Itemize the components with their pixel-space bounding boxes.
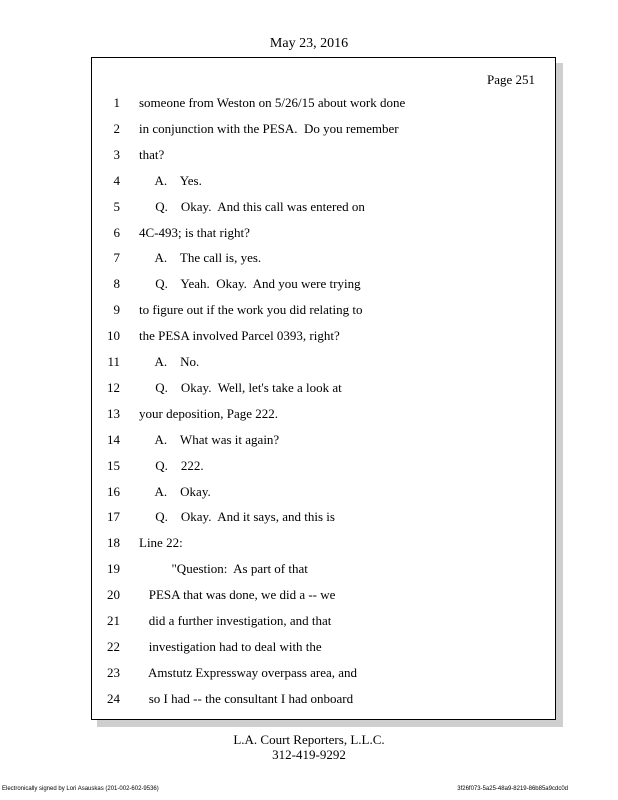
line-text: Q. Okay. Well, let's take a look at <box>139 379 342 395</box>
line-text: the PESA involved Parcel 0393, right? <box>139 328 340 344</box>
line-text: your deposition, Page 222. <box>139 405 279 421</box>
line-text: 4C-493; is that right? <box>139 224 250 240</box>
line-text: A. What was it again? <box>139 431 280 447</box>
transcript-page <box>91 57 556 720</box>
transcript-line <box>92 508 557 526</box>
line-number: 9 <box>113 302 120 318</box>
line-text: so I had -- the consultant I had onboard <box>139 690 354 706</box>
transcript-line <box>92 120 557 138</box>
line-text: investigation had to deal with the <box>139 638 322 654</box>
transcript-line <box>92 405 557 423</box>
line-number: 14 <box>107 431 120 447</box>
reporter-company: L.A. Court Reporters, L.L.C. <box>233 732 385 747</box>
line-number: 3 <box>113 146 120 162</box>
transcript-line <box>92 690 557 708</box>
transcript-line <box>92 146 557 164</box>
line-text: in conjunction with the PESA. Do you remember <box>139 120 399 136</box>
transcript-line <box>92 275 557 293</box>
line-number: 12 <box>107 379 120 395</box>
transcript-line <box>92 612 557 630</box>
line-number: 6 <box>113 224 120 240</box>
document-id: 3f26f073-5a25-48a9-8219-86b85a9cdc0d <box>457 786 568 792</box>
line-text: Q. Yeah. Okay. And you were trying <box>139 276 361 292</box>
transcript-line <box>92 586 557 604</box>
line-text: did a further investigation, and that <box>139 613 332 628</box>
line-text: A. Yes. <box>139 172 202 188</box>
line-number: 19 <box>107 561 120 577</box>
line-text: to figure out if the work you did relating to <box>139 302 363 318</box>
transcript-line <box>92 327 557 345</box>
line-text: A. Okay. <box>139 483 211 499</box>
line-number: 15 <box>107 457 120 473</box>
line-number: 16 <box>107 483 120 499</box>
transcript-line <box>92 224 557 242</box>
line-text: "Question: As part of that <box>139 561 308 577</box>
line-number: 11 <box>107 354 120 369</box>
line-number: 7 <box>113 250 120 266</box>
transcript-line <box>92 431 557 449</box>
line-number: 22 <box>107 638 120 654</box>
transcript-line <box>92 638 557 656</box>
line-number: 1 <box>113 95 120 110</box>
line-text: Amstutz Expressway overpass area, and <box>139 664 358 680</box>
line-text: Q. 222. <box>139 457 204 473</box>
line-number: 24 <box>107 690 120 706</box>
reporter-phone: 312-419-9292 <box>272 747 346 762</box>
line-number: 5 <box>113 198 120 214</box>
page-number: Page 251 <box>486 72 535 87</box>
electronic-signature: Electronically signed by Lori Asauskas (201-002-602-9536) <box>2 786 159 792</box>
line-number: 23 <box>107 664 120 680</box>
transcript-line <box>92 198 557 216</box>
line-number: 8 <box>113 276 120 292</box>
line-text: Q. Okay. And this call was entered on <box>139 198 365 214</box>
line-number: 13 <box>107 405 120 421</box>
line-text: A. The call is, yes. <box>139 250 262 266</box>
line-number: 17 <box>107 509 120 525</box>
transcript-line <box>92 483 557 501</box>
transcript-line <box>92 94 557 112</box>
line-text: that? <box>139 146 165 162</box>
line-number: 21 <box>107 613 120 628</box>
transcript-line <box>92 301 557 319</box>
line-text: Q. Okay. And it says, and this is <box>139 509 335 525</box>
transcript-line <box>92 353 557 371</box>
line-number: 2 <box>113 120 120 136</box>
line-number: 10 <box>107 328 120 344</box>
line-number: 18 <box>107 535 120 551</box>
transcript-line <box>92 457 557 475</box>
line-number: 4 <box>113 172 120 188</box>
line-number: 20 <box>107 587 120 603</box>
transcript-line <box>92 249 557 267</box>
line-text: A. No. <box>139 354 200 369</box>
line-text: Line 22: <box>139 535 183 551</box>
transcript-line <box>92 664 557 682</box>
line-text: someone from Weston on 5/26/15 about work done <box>139 95 406 110</box>
transcript-line <box>92 172 557 190</box>
transcript-line <box>92 379 557 397</box>
transcript-date: May 23, 2016 <box>269 36 349 51</box>
transcript-line <box>92 534 557 552</box>
line-text: PESA that was done, we did a -- we <box>139 587 336 603</box>
transcript-line <box>92 560 557 578</box>
